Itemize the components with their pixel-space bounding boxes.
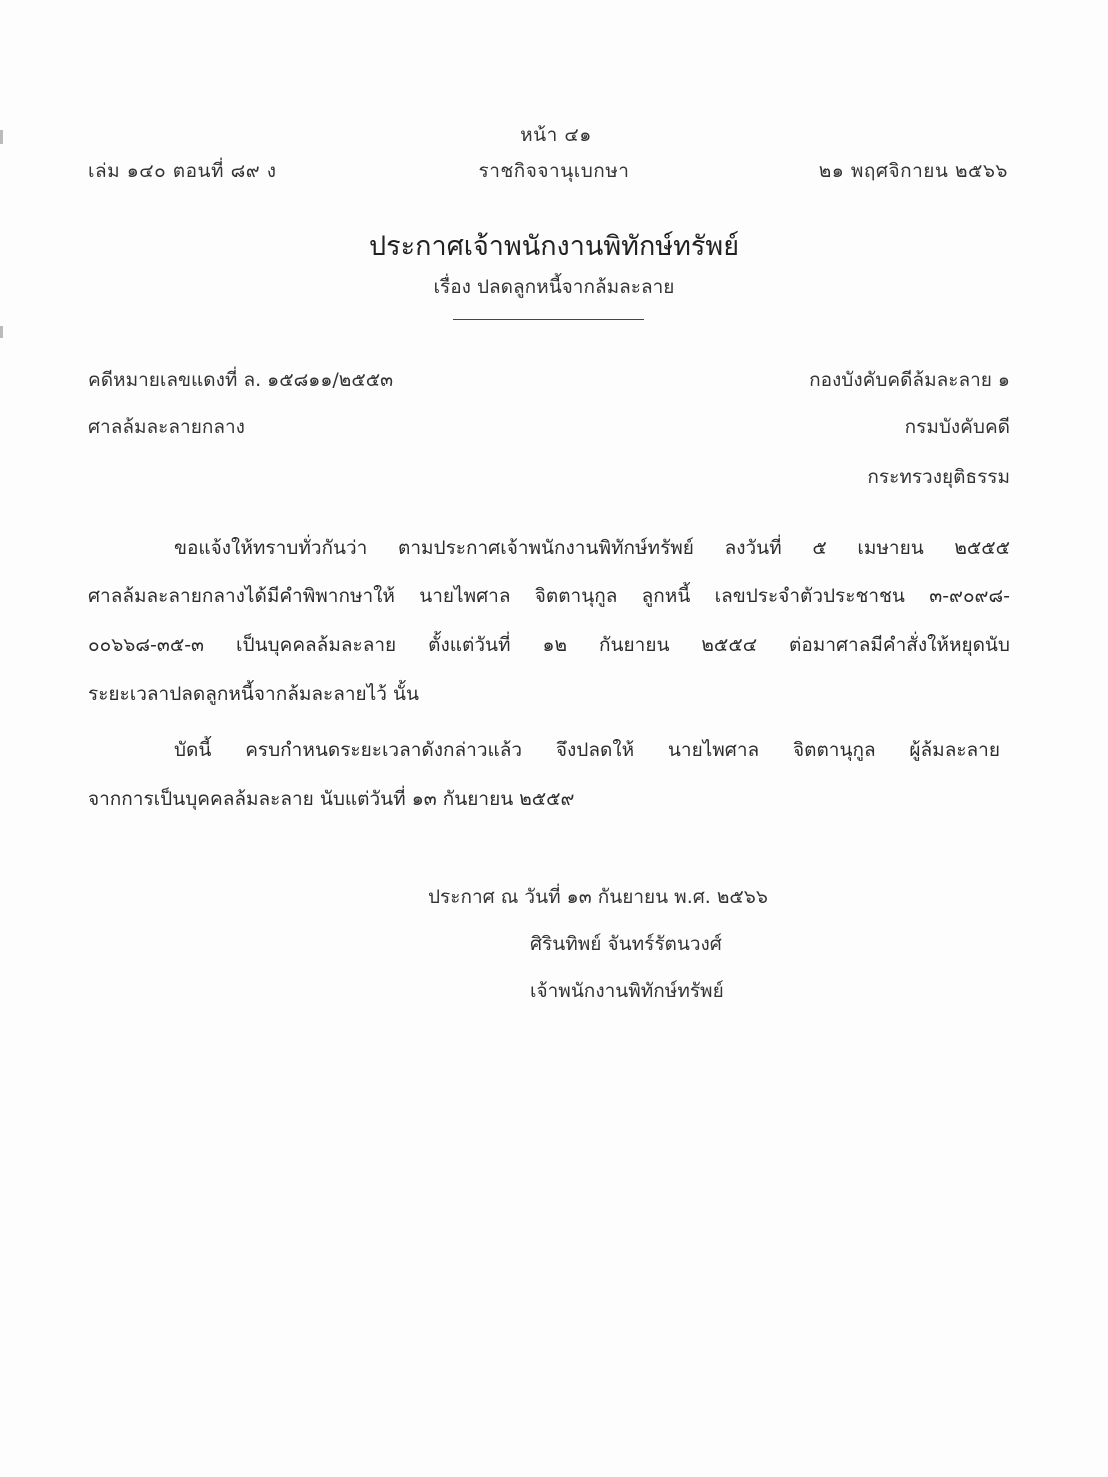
signatory-name: ศิรินทิพย์ จันทร์รัตนวงศ์ (530, 933, 722, 955)
office-ministry: กระทรวงยุติธรรม (867, 466, 1010, 488)
court-name: ศาลล้มละลายกลาง (88, 416, 245, 438)
signatory-position: เจ้าพนักงานพิทักษ์ทรัพย์ (530, 980, 724, 1002)
body-paragraph-1 (88, 533, 1010, 723)
paragraph-line: จากการเป็นบุคคลล้มละลาย นับแต่วันที่ ๑๓ กันยายน ๒๕๕๙ (88, 788, 575, 810)
page-number: หน้า ๔๑ (520, 124, 592, 146)
announcement-subject: เรื่อง ปลดลูกหนี้จากล้มละลาย (433, 276, 675, 298)
announced-date: ประกาศ ณ วันที่ ๑๓ กันยายน พ.ศ. ๒๕๖๖ (428, 886, 768, 908)
paragraph-line: บัดนี้ ครบกำหนดระยะเวลาดังกล่าวแล้ว จึงปลดให้ นายไพศาล จิตตานุกูล ผู้ล้มละลาย (174, 739, 1000, 761)
paragraph-line: ขอแจ้งให้ทราบทั่วกันว่า ตามประกาศเจ้าพนักงานพิทักษ์ทรัพย์ ลงวันที่ ๕ เมษายน ๒๕๕๕ (174, 537, 1010, 559)
office-division: กองบังคับคดีล้มละลาย ๑ (809, 369, 1010, 391)
volume-issue: เล่ม ๑๔๐ ตอนที่ ๘๙ ง (88, 160, 277, 182)
gazette-date: ๒๑ พฤศจิกายน ๒๕๖๖ (818, 160, 1008, 182)
title-divider (453, 319, 644, 320)
paragraph-line: ศาลล้มละลายกลางได้มีคำพิพากษาให้ นายไพศาล จิตตานุกูล ลูกหนี้ เลขประจำตัวประชาชน ๓-๙๐๙๘- (88, 585, 1010, 607)
body-paragraph-2 (88, 735, 1010, 825)
paragraph-line: ระยะเวลาปลดลูกหนี้จากล้มละลายไว้ นั้น (88, 683, 419, 705)
scan-edge-mark (0, 326, 3, 338)
paragraph-line: ๐๐๖๖๘-๓๕-๓ เป็นบุคคลล้มละลาย ตั้งแต่วันที่ ๑๒ กันยายน ๒๕๕๔ ต่อมาศาลมีคำสั่งให้หยุดนับ (88, 634, 1010, 656)
office-department: กรมบังคับคดี (904, 416, 1010, 438)
announcement-title: ประกาศเจ้าพนักงานพิทักษ์ทรัพย์ (368, 231, 740, 262)
case-number: คดีหมายเลขแดงที่ ล. ๑๕๘๑๑/๒๕๕๓ (88, 369, 394, 391)
gazette-name: ราชกิจจานุเบกษา (478, 160, 630, 182)
